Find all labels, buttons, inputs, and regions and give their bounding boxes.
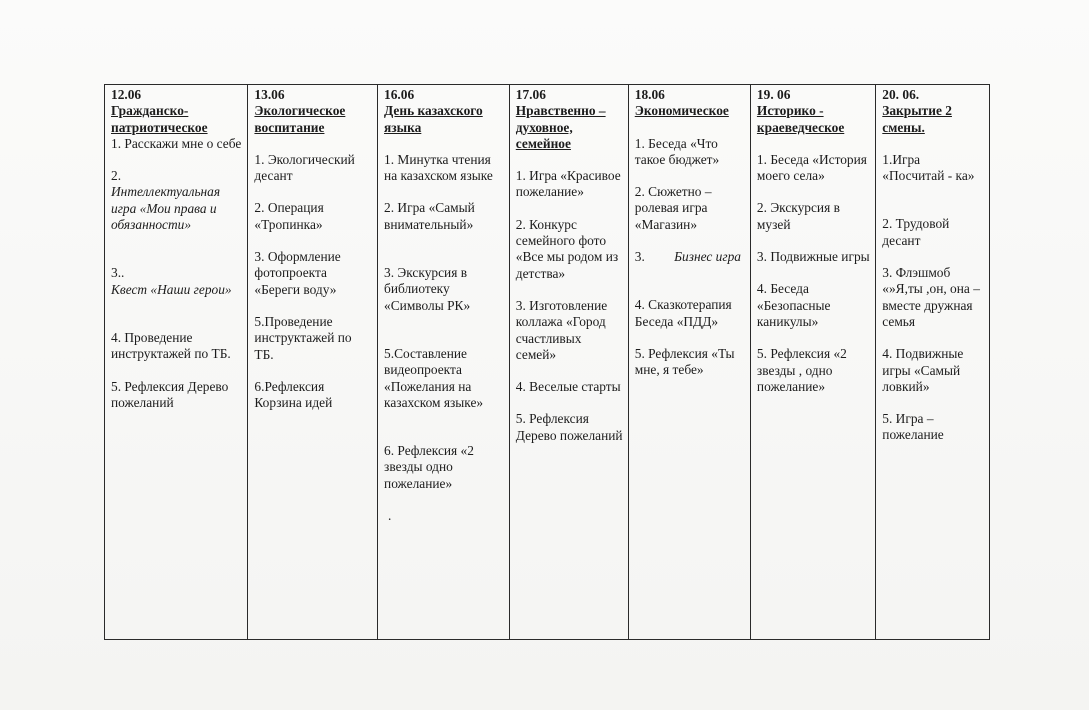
activity-item: 5. Игра – пожелание	[882, 411, 944, 443]
activity-item: 2. Игра «Самый внимательный»	[384, 200, 475, 232]
activity-item: 2. Экскурсия в музей	[756, 200, 840, 232]
day-cell-19-06	[750, 85, 875, 640]
activity-item: 4. Беседа «Безопасные каникулы»	[756, 281, 831, 329]
activity-item: 1. Беседа «Что такое бюджет»	[634, 135, 720, 167]
schedule-table	[104, 84, 990, 640]
activity-item: 3. Подвижные игры	[756, 249, 870, 265]
activity-item: 6.Рефлексия Корзина идей	[254, 378, 333, 411]
activity-item: 2. Сюжетно – ролевая игра «Магазин»	[634, 184, 712, 232]
day-date: 19. 06	[756, 87, 791, 102]
day-theme: Экономическое	[634, 103, 729, 119]
activity-item: 4. Проведение инструктажей по ТБ.	[111, 329, 231, 362]
activity-item: 5.Составление видеопроекта «Пожелания на казахском языке»	[384, 345, 484, 410]
activity-item: 3. Экскурсия в библиотеку «Символы РК»	[384, 265, 471, 313]
activity-item: 3. Изготовление коллажа «Город счастливых семей»	[515, 297, 608, 362]
day-date: 18.06	[634, 87, 665, 102]
activity-item: Квест «Наши герои»	[111, 281, 232, 297]
day-date: 17.06	[515, 87, 546, 102]
activity-item: 5. Рефлексия Дерево пожеланий	[111, 378, 229, 410]
activity-item: 1. Игра «Красивое пожелание»	[515, 168, 621, 200]
day-theme: Закрытие 2 смены.	[882, 103, 952, 135]
table-row	[105, 85, 990, 640]
activity-item: 1. Беседа «История моего села»	[756, 151, 867, 184]
day-theme: Экологическое воспитание	[254, 103, 346, 135]
activity-item: 2.	[111, 168, 122, 184]
item-text: Бизнес игра	[674, 249, 741, 265]
day-theme: День казахского языка	[384, 103, 483, 135]
day-date: 12.06	[111, 87, 142, 102]
activity-item: 4. Подвижные игры «Самый ловкий»	[882, 346, 964, 394]
activity-item: 5. Рефлексия Дерево пожеланий	[515, 411, 623, 443]
activity-item: Интеллектуальная игра «Мои права и обязанности»	[111, 184, 221, 233]
activity-item: 2. Операция «Тропинка»	[254, 200, 324, 232]
day-theme: Гражданско-патриотическое	[111, 103, 208, 135]
activity-item: 2. Конкурс семейного фото «Все мы родом из детства»	[515, 216, 619, 281]
activity-item: 5.Проведение инструктажей по ТБ.	[254, 313, 352, 362]
activity-item: 1.Игра «Посчитай - ка»	[882, 151, 975, 184]
activity-item: 5. Рефлексия «Ты мне, я тебе»	[634, 345, 735, 378]
activity-item: 3..	[111, 265, 125, 281]
day-cell-18-06	[628, 85, 750, 640]
activity-item: 1. Расскажи мне о себе	[111, 135, 242, 151]
activity-item: 4. Веселые старты	[515, 379, 621, 395]
day-cell-20-06	[876, 85, 990, 640]
activity-item: 4. Сказкотерапия Беседа «ПДД»	[634, 297, 732, 329]
activity-item: 6. Рефлексия «2 звезды одно пожелание»	[384, 443, 474, 491]
day-cell-13-06	[248, 85, 378, 640]
day-cell-12-06	[105, 85, 248, 640]
activity-item: 1. Минутка чтения на казахском языке	[384, 151, 493, 184]
activity-item: 2. Трудовой десант	[882, 216, 950, 248]
activity-item	[635, 249, 746, 265]
activity-item: 3. Оформление фотопроекта «Береги воду»	[254, 249, 341, 297]
activity-item: 5. Рефлексия «2 звезды , одно пожелание»	[756, 346, 847, 394]
day-cell-17-06	[509, 85, 628, 640]
day-theme: Историко - краеведческое	[756, 103, 845, 135]
day-theme: Нравственно – духовное, семейное	[515, 103, 606, 151]
day-cell-16-06	[378, 85, 510, 640]
day-date: 13.06	[254, 87, 285, 102]
activity-item: 1. Экологический десант	[254, 151, 355, 184]
day-date: 20. 06.	[882, 87, 920, 102]
activity-item: 3. Флэшмоб «»Я,ты ,он, она – вместе дружная семья	[882, 265, 980, 329]
day-date: 16.06	[384, 87, 415, 102]
item-number: 3.	[634, 249, 645, 265]
stray-mark: .	[388, 508, 392, 524]
